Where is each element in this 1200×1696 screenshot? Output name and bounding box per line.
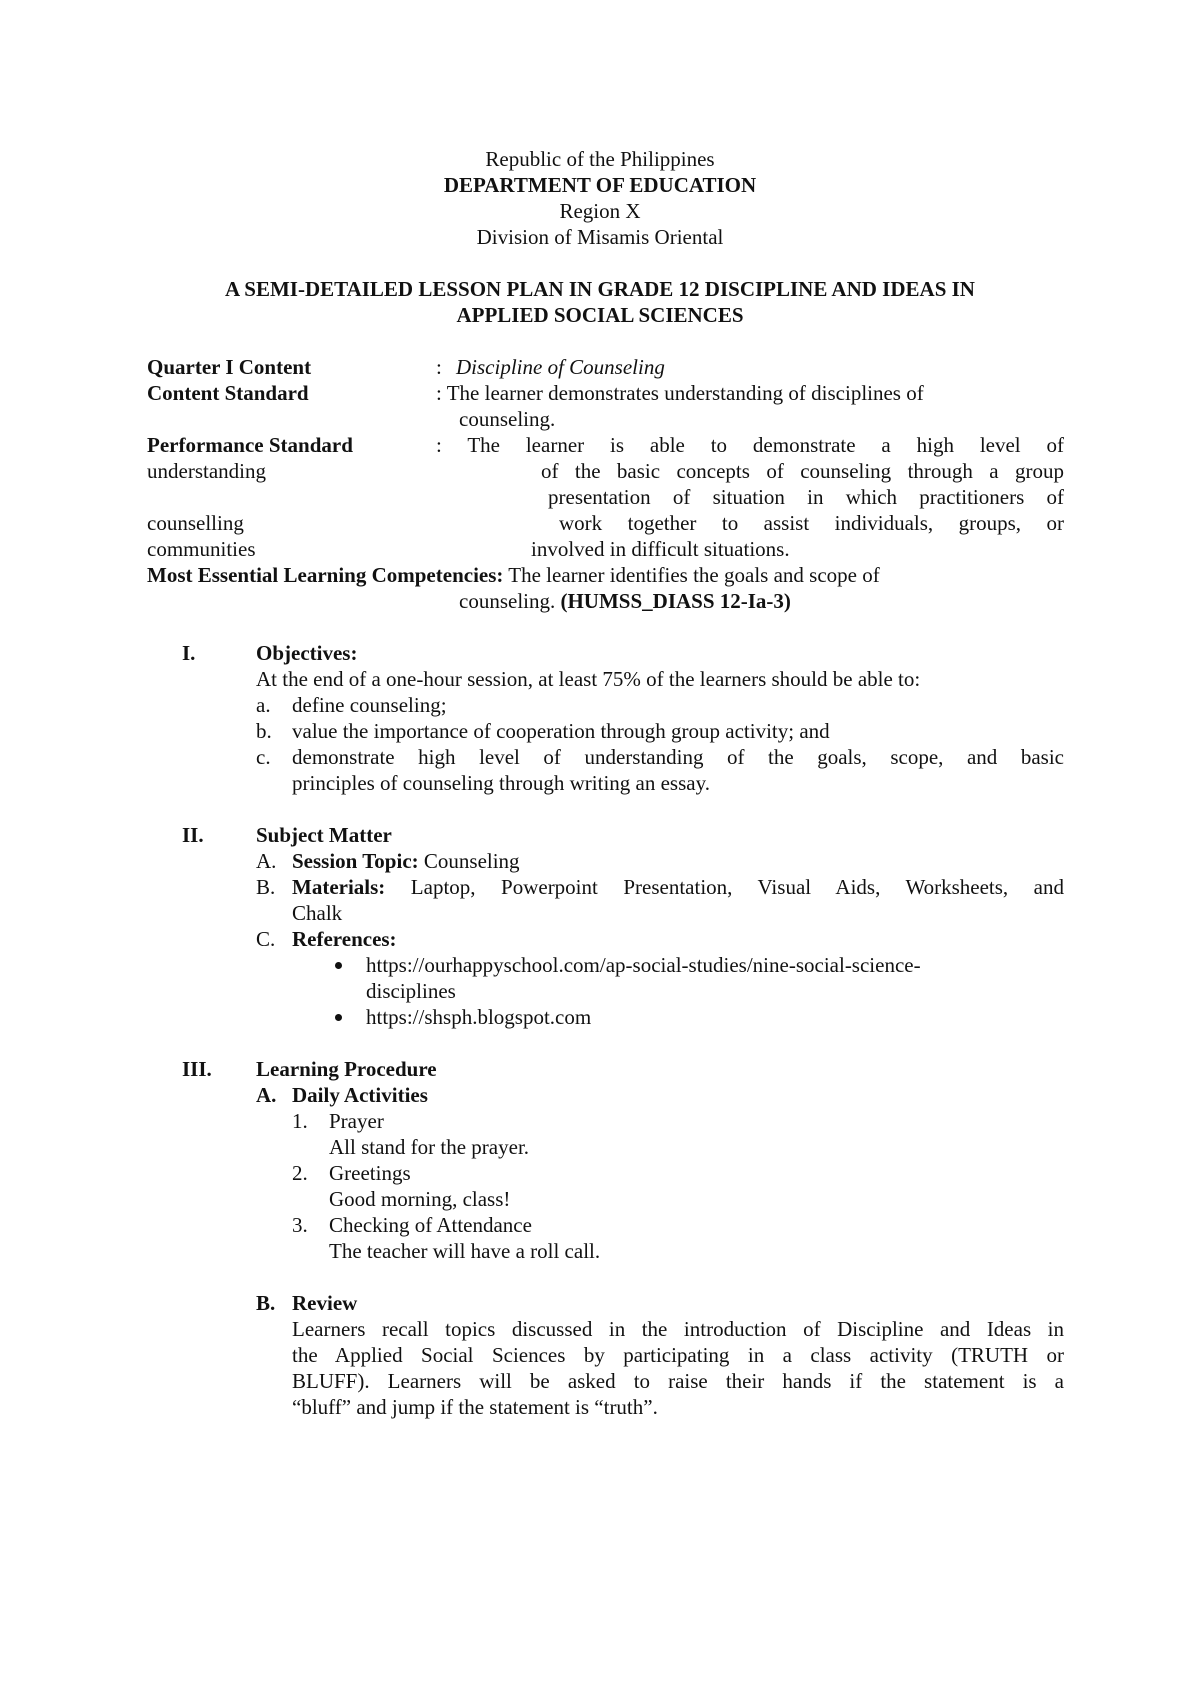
performance-left5: communities (147, 537, 256, 561)
procedure-heading: Learning Procedure (256, 1057, 437, 1081)
performance-left4: counselling (147, 511, 244, 535)
performance-line4: work together to assist individuals, groups, or (559, 511, 1064, 535)
step-detail: All stand for the prayer. (329, 1135, 530, 1159)
objectives-intro: At the end of a one-hour session, at least 75% of the learners should be able to: (256, 667, 921, 691)
step-title: Prayer (329, 1109, 384, 1133)
step-detail: Good morning, class! (329, 1187, 511, 1211)
session-topic-value: Counseling (418, 849, 520, 873)
materials-line (292, 874, 1064, 900)
review-text-line: Learners recall topics discussed in the introduction of Discipline and Ideas in (292, 1317, 1064, 1341)
bullet-icon (335, 1014, 342, 1021)
bullet-icon (335, 962, 342, 969)
daily-activities-heading: Daily Activities (292, 1083, 428, 1107)
department-line: DEPARTMENT OF EDUCATION (443, 173, 757, 197)
objective-item: demonstrate high level of understanding of the goals, scope, and basic (292, 745, 1064, 769)
objective-marker: c. (256, 745, 271, 769)
review-marker: B. (256, 1291, 276, 1315)
document-title-line2: APPLIED SOCIAL SCIENCES (456, 303, 744, 327)
step-detail: The teacher will have a roll call. (329, 1239, 601, 1263)
objective-marker: a. (256, 693, 271, 717)
review-text-line: BLUFF). Learners will be asked to raise their hands if the statement is a (292, 1369, 1064, 1393)
step-marker: 1. (292, 1109, 308, 1133)
step-marker: 3. (292, 1213, 308, 1237)
content-standard-line1: : The learner demonstrates understanding of disciplines of (436, 381, 924, 405)
performance-left2: understanding (147, 459, 266, 483)
materials-continuation: Chalk (292, 901, 343, 925)
objective-item-continuation: principles of counseling through writing an essay. (292, 771, 710, 795)
melc-line1 (147, 562, 880, 588)
review-text-line: the Applied Social Sciences by participating in a class activity (TRUTH or (292, 1343, 1064, 1367)
step-title: Checking of Attendance (329, 1213, 532, 1237)
references-marker: C. (256, 927, 276, 951)
division-line: Division of Misamis Oriental (476, 225, 724, 249)
reference-link-1-continuation[interactable]: disciplines (366, 979, 456, 1003)
subject-matter-numeral: II. (182, 823, 204, 847)
materials-label: Materials: (292, 875, 386, 899)
session-topic-marker: A. (256, 849, 277, 873)
melc-code: (HUMSS_DIASS 12-Ia-3) (560, 589, 791, 613)
objective-item: define counseling; (292, 693, 447, 717)
melc-text: The learner identifies the goals and scope of (503, 563, 880, 587)
content-standard-line2: counseling. (459, 407, 556, 431)
melc-line2 (459, 588, 791, 614)
materials-marker: B. (256, 875, 276, 899)
procedure-numeral: III. (182, 1057, 212, 1081)
daily-activities-marker: A. (256, 1083, 277, 1107)
references-label: References: (292, 927, 397, 951)
performance-line2: of the basic concepts of counseling through a group (541, 459, 1064, 483)
session-topic-line (292, 848, 520, 874)
quarter-colon: : (436, 355, 442, 379)
reference-link-2[interactable]: https://shsph.blogspot.com (366, 1005, 592, 1029)
reference-link-1[interactable]: https://ourhappyschool.com/ap-social-studies/nine-social-science- (366, 953, 921, 977)
region-line: Region X (559, 199, 641, 223)
melc-label: Most Essential Learning Competencies: (147, 563, 504, 587)
quarter-value: Discipline of Counseling (456, 355, 665, 379)
objective-item: value the importance of cooperation through group activity; and (292, 719, 830, 743)
review-text-line: “bluff” and jump if the statement is “truth”. (292, 1395, 658, 1419)
objectives-numeral: I. (182, 641, 196, 665)
document-title-line1: A SEMI-DETAILED LESSON PLAN IN GRADE 12 DISCIPLINE AND IDEAS IN (225, 277, 975, 301)
step-marker: 2. (292, 1161, 308, 1185)
performance-line1: : The learner is able to demonstrate a high level of (436, 433, 1064, 457)
objectives-heading: Objectives: (256, 641, 358, 665)
step-title: Greetings (329, 1161, 411, 1185)
melc-text2: counseling. (459, 589, 561, 613)
subject-matter-heading: Subject Matter (256, 823, 392, 847)
materials-value: Laptop, Powerpoint Presentation, Visual Aids, Worksheets, and (385, 875, 1064, 899)
review-heading: Review (292, 1291, 358, 1315)
quarter-label: Quarter I Content (147, 355, 312, 379)
content-standard-label: Content Standard (147, 381, 309, 405)
session-topic-label: Session Topic: (292, 849, 419, 873)
performance-standard-label: Performance Standard (147, 433, 353, 457)
objective-marker: b. (256, 719, 272, 743)
republic-line: Republic of the Philippines (485, 147, 715, 171)
performance-line3: presentation of situation in which practitioners of (548, 485, 1064, 509)
performance-line5: involved in difficult situations. (531, 537, 790, 561)
